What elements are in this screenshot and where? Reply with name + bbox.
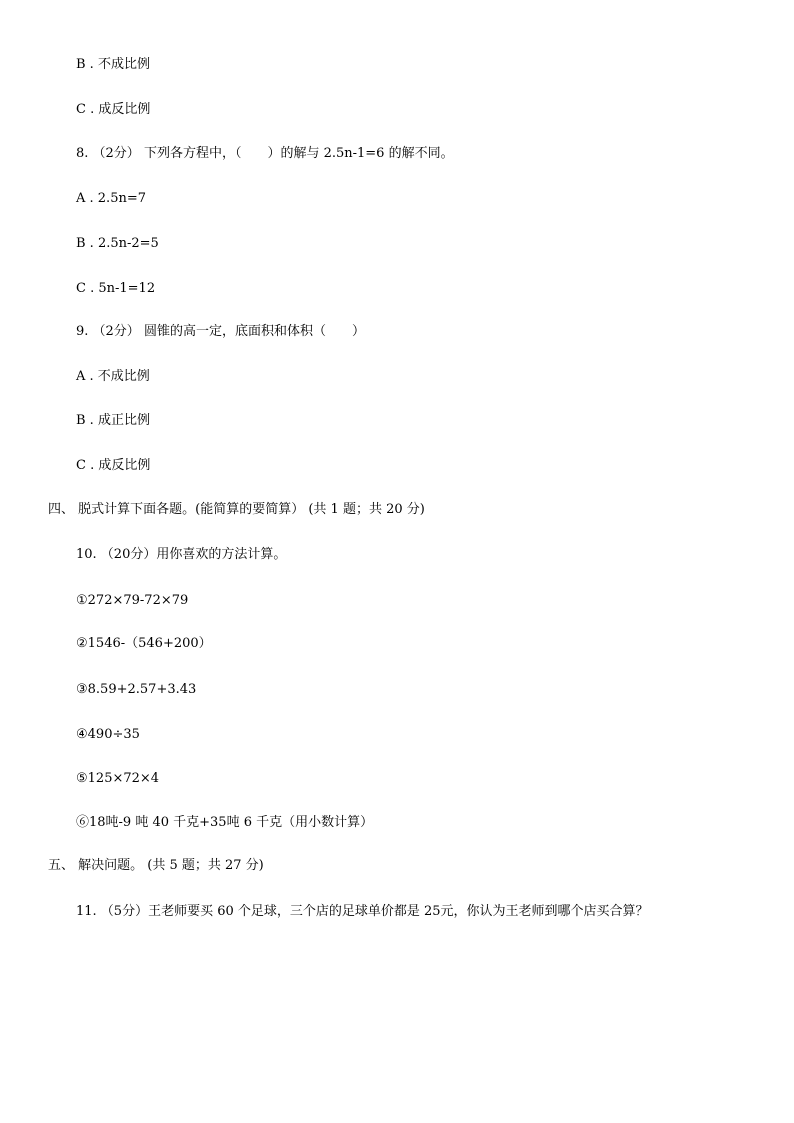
q8-option-b: B . 2.5n-2=5 [76, 236, 159, 251]
q9-option-c: C . 成反比例 [76, 458, 151, 473]
calc-item-1: ①272×79-72×79 [76, 593, 189, 608]
calc-item-3: ③8.59+2.57+3.43 [76, 682, 197, 697]
option-b-line: B . 不成比例 [76, 57, 150, 72]
question-10: 10. （20分）用你喜欢的方法计算。 [76, 547, 287, 562]
calc-item-4: ④490÷35 [76, 727, 140, 742]
calc-item-6: ⑥18吨-9 吨 40 千克+35吨 6 千克（用小数计算） [76, 815, 374, 830]
question-8: 8. （2分） 下列各方程中，（ ）的解与 2.5n-1=6 的解不同。 [76, 146, 454, 161]
q9-option-b: B . 成正比例 [76, 413, 150, 428]
question-9: 9. （2分） 圆锥的高一定，底面积和体积（ ） [76, 324, 365, 339]
q9-option-a: A . 不成比例 [76, 369, 150, 384]
calc-item-2: ②1546-（546+200） [76, 636, 212, 651]
q8-option-c: C . 5n-1=12 [76, 281, 156, 296]
question-11: 11. （5分）王老师要买 60 个足球，三个店的足球单价都是 25元，你认为王老师到哪个店买合算？ [76, 904, 649, 919]
q8-option-a: A . 2.5n=7 [76, 191, 146, 206]
option-c-line: C . 成反比例 [76, 102, 151, 117]
section-4-heading: 四、 脱式计算下面各题。(能简算的要简算） (共 1 题；共 20 分) [48, 502, 425, 517]
calc-item-5: ⑤125×72×4 [76, 771, 160, 786]
section-5-heading: 五、 解决问题。 (共 5 题；共 27 分) [48, 858, 264, 873]
